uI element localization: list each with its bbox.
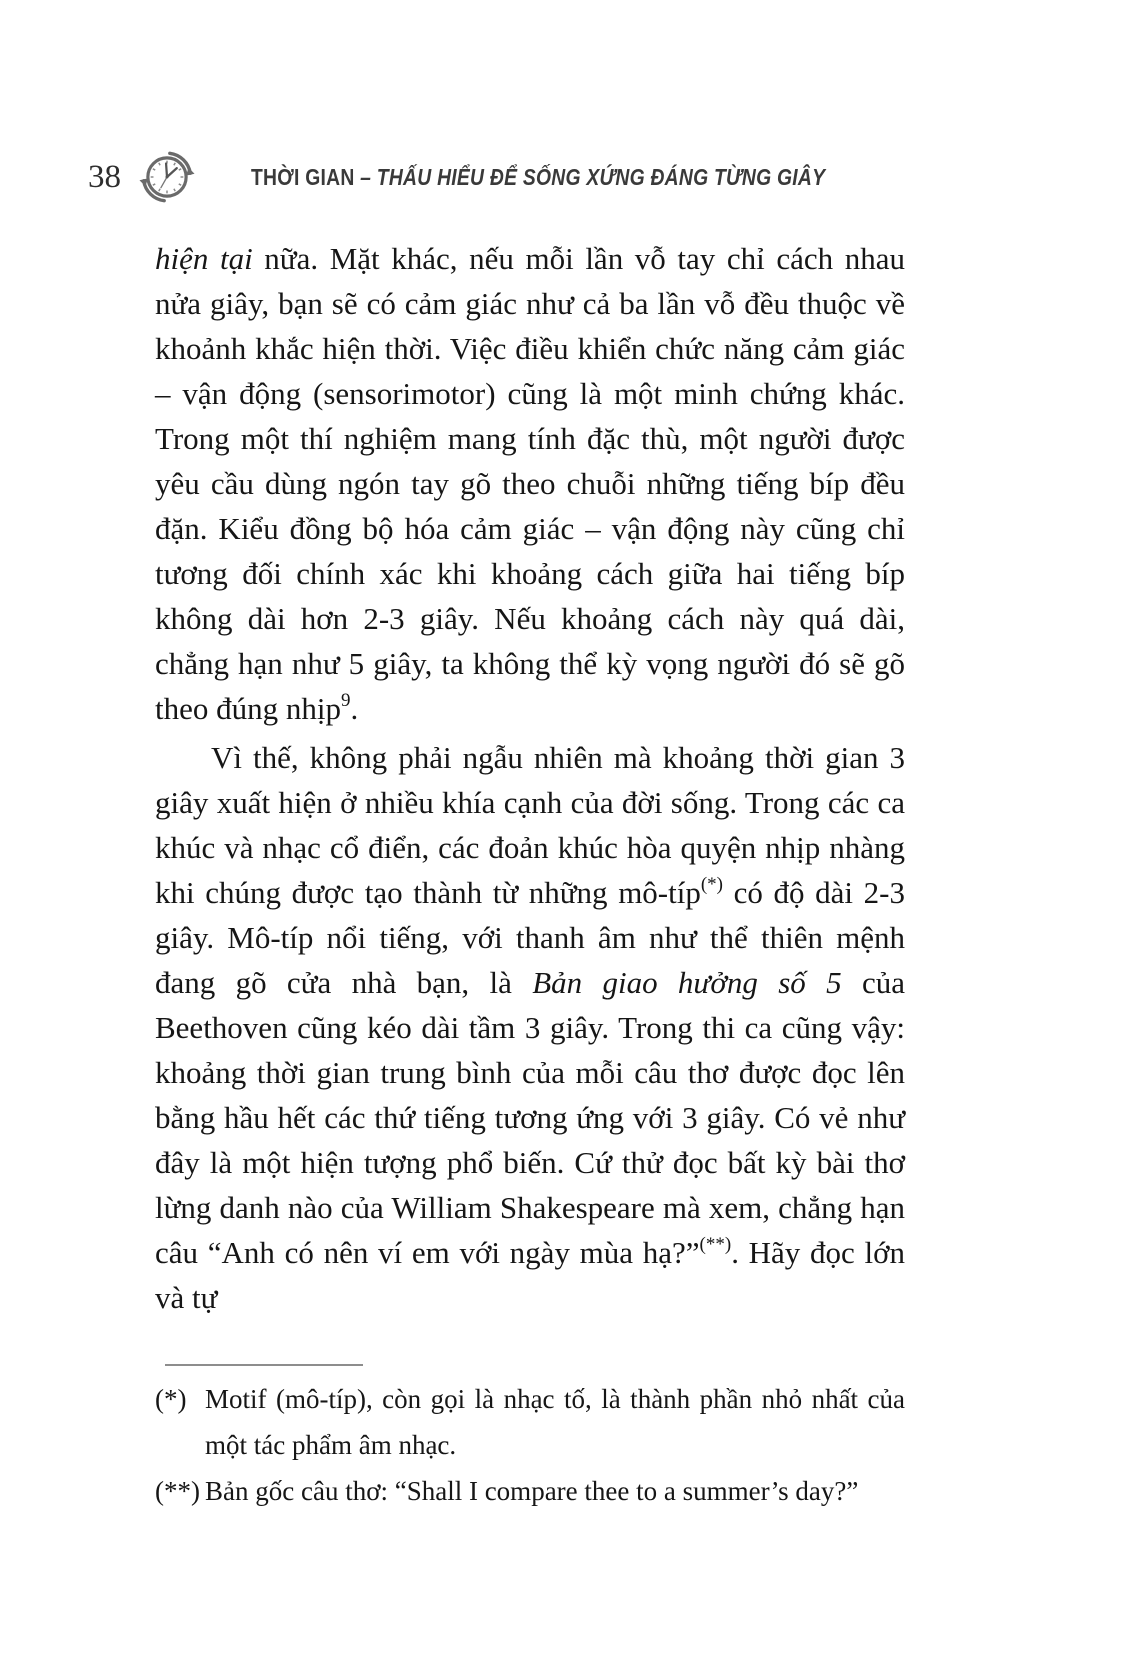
- footnotes: [155, 1376, 905, 1514]
- book-title-main: THỜI GIAN: [251, 163, 355, 190]
- book-title-separator: –: [354, 163, 377, 190]
- paragraph-2: [155, 735, 905, 1320]
- text-run: .: [350, 691, 359, 726]
- emphasis-text: Bản giao hưởng số 5: [532, 965, 842, 1000]
- footnote-reference: 9: [341, 690, 351, 711]
- footnote-divider: [165, 1364, 363, 1366]
- text-run: nữa. Mặt khác, nếu mỗi lần vỗ tay chỉ cách nhau nửa giây, bạn sẽ có cảm giác như cả ba lần vỗ đều thuộc về khoảnh khắc hiện thời. Việc điều khiển chức năng cảm giác – vận động (sensorimotor) cũng là một minh chứng khác. Trong một thí nghiệm mang tính đặc thù, một người được yêu cầu dùng ngón tay gõ theo chuỗi những tiếng bíp đều đặn. Kiểu đồng bộ hóa cảm giác – vận động này cũng chỉ tương đối chính xác khi khoảng cách giữa hai tiếng bíp không dài hơn 2-3 giây. Nếu khoảng cách này quá dài, chẳng hạn như 5 giây, ta không thể kỳ vọng người đó sẽ gõ theo đúng nhịp: [155, 241, 905, 726]
- text-run: của Beethoven cũng kéo dài tầm 3 giây. Trong thi ca cũng vậy: khoảng thời gian trung bình của mỗi câu thơ được đọc lên bằng hầu hết các thứ tiếng tương ứng với 3 giây. Có vẻ như đây là một hiện tượng phổ biến. Cứ thử đọc bất kỳ bài thơ lừng danh nào của William Shakespeare mà xem, chẳng hạn câu “Anh có nên ví em với ngày mùa hạ?”: [155, 965, 905, 1270]
- page-header: [88, 146, 935, 208]
- footnote-marker: (**): [155, 1476, 200, 1506]
- book-title: [251, 164, 825, 191]
- paragraph-1: [155, 236, 905, 731]
- page-number: 38: [88, 158, 121, 195]
- text-run: có độ dài 2-3 giây. Mô-típ nổi tiếng, với thanh âm như thể thiên mệnh đang gõ cửa nhà bạn, là: [155, 875, 905, 1000]
- footnote-2: [155, 1468, 905, 1514]
- book-title-subtitle: THẤU HIỂU ĐỂ SỐNG XỨNG ĐÁNG TỪNG GIÂY: [376, 163, 826, 190]
- emphasis-text: hiện tại: [155, 241, 253, 276]
- text-run: . Hãy đọc lớn và tự: [155, 1235, 905, 1315]
- text-run: Vì thế, không phải ngẫu nhiên mà khoảng thời gian 3 giây xuất hiện ở nhiều khía cạnh của đời sống. Trong các ca khúc và nhạc cổ điển, các đoản khúc hòa quyện nhịp nhàng khi chúng được tạo thành từ những mô-típ: [155, 740, 905, 910]
- footnote-reference: (*): [700, 874, 724, 895]
- footnote-reference: (**): [699, 1234, 732, 1255]
- body-text: [155, 236, 905, 1320]
- footnote-marker: (*): [155, 1384, 187, 1414]
- footnote-text: Motif (mô-típ), còn gọi là nhạc tố, là thành phần nhỏ nhất của một tác phẩm âm nhạc.: [205, 1384, 905, 1460]
- clock-icon: [139, 149, 195, 205]
- footnote-1: [155, 1376, 905, 1468]
- footnote-text: Bản gốc câu thơ: “Shall I compare thee to a summer’s day?”: [205, 1476, 859, 1506]
